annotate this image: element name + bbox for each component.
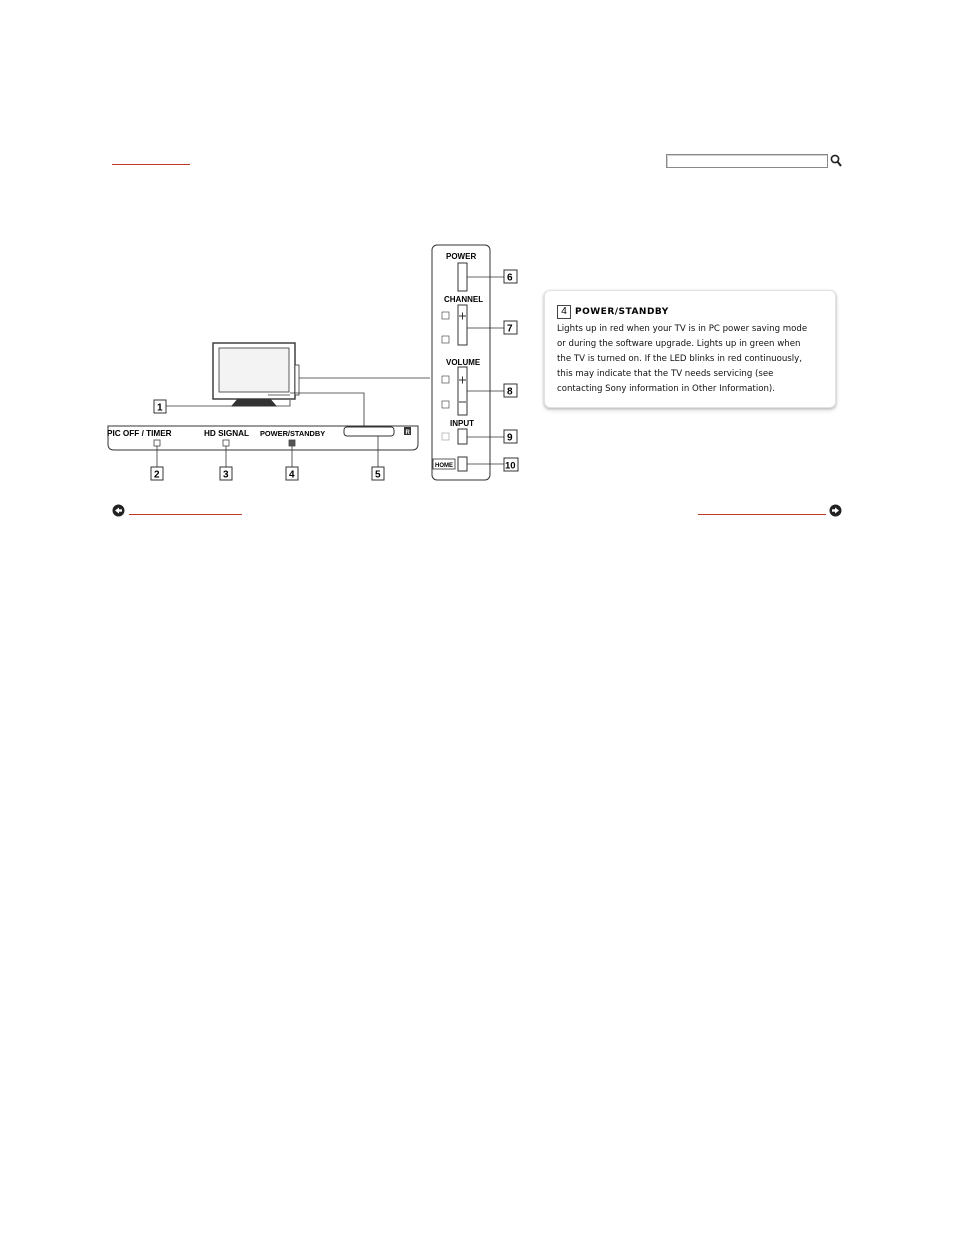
- power-label: POWER: [446, 252, 477, 261]
- side-panel: [432, 245, 504, 480]
- arrow-left-circle-icon[interactable]: [112, 502, 125, 515]
- magnifier-icon: [830, 154, 842, 168]
- home-label: HOME: [435, 463, 453, 469]
- next-page-link[interactable]: [698, 500, 826, 515]
- callout-3: 3: [223, 469, 229, 481]
- top-link[interactable]: [112, 150, 190, 165]
- description-line: the TV is turned on. If the LED blinks in red continuously,: [557, 354, 802, 364]
- volume-label: VOLUME: [446, 358, 481, 367]
- channel-label: CHANNEL: [444, 295, 484, 304]
- description-line: this may indicate that the TV needs servicing (see: [557, 369, 774, 379]
- callout-5: 5: [375, 469, 381, 481]
- callout-2: 2: [154, 469, 160, 481]
- tv-controls-diagram: [100, 240, 530, 490]
- search-button[interactable]: [830, 153, 842, 167]
- description-line: contacting Sony information in Other Information).: [557, 384, 776, 394]
- front-panel: [107, 426, 418, 467]
- description-title: POWER/STANDBY: [575, 307, 669, 317]
- remote-sensor-mark: R: [405, 430, 410, 436]
- description-line: Lights up in red when your TV is in PC power saving mode: [557, 324, 808, 334]
- callouts-side: [504, 270, 518, 472]
- callout-9: 9: [507, 432, 513, 444]
- hd-signal-label: HD SIGNAL: [204, 429, 250, 438]
- description-panel: [544, 290, 836, 408]
- callout-8: 8: [507, 386, 513, 398]
- callout-7: 7: [507, 323, 513, 335]
- search-input[interactable]: [666, 154, 828, 168]
- description-body: [557, 322, 829, 397]
- callout-1: 1: [157, 402, 163, 414]
- callout-6: 6: [507, 272, 513, 284]
- power-standby-label: POWER/STANDBY: [260, 429, 326, 438]
- input-label: INPUT: [450, 419, 474, 428]
- callout-4: 4: [289, 469, 295, 481]
- arrow-right-circle-icon[interactable]: [829, 502, 842, 515]
- description-header: [557, 305, 669, 319]
- description-line: or during the software upgrade. Lights up in green when: [557, 339, 801, 349]
- tv-illustration: [165, 343, 430, 426]
- pic-off-timer-label: PIC OFF / TIMER: [107, 429, 172, 438]
- description-number: 4: [557, 305, 571, 319]
- callout-10: 10: [505, 460, 516, 472]
- previous-page-link[interactable]: [129, 500, 242, 515]
